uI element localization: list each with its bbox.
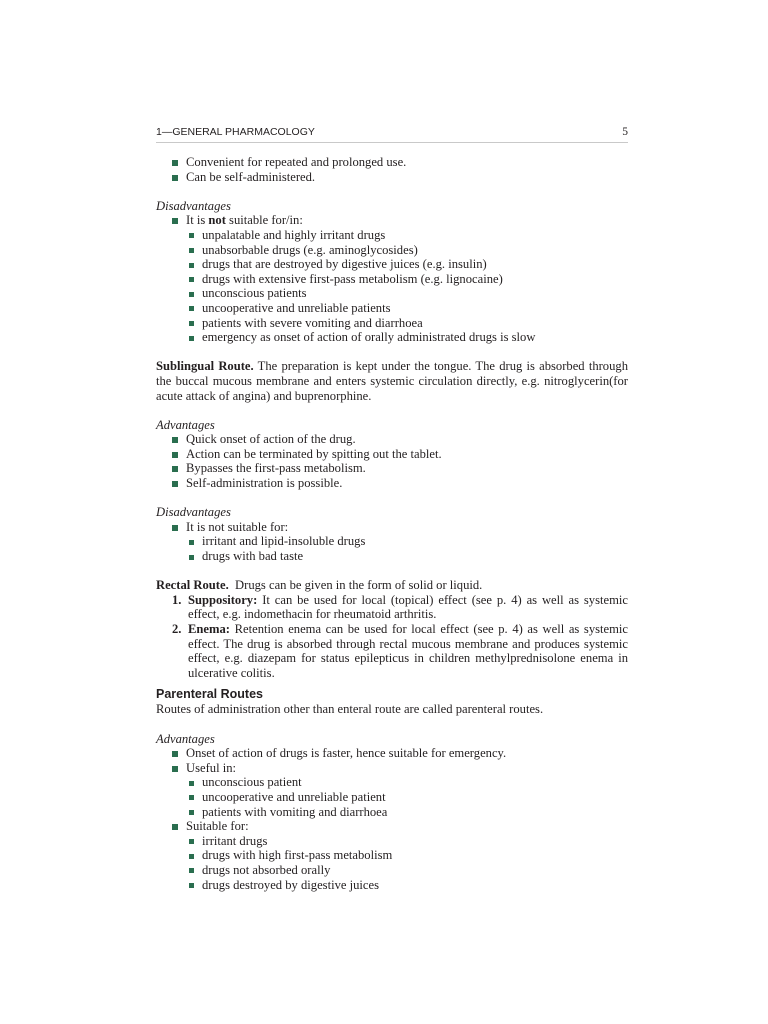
- suitable-for-sublist: [186, 834, 628, 892]
- page-number: 5: [622, 126, 628, 138]
- sublingual-advantages-label: Advantages: [156, 417, 215, 432]
- sublingual-title: Sublingual Route.: [156, 359, 254, 374]
- parenteral-advantages-list: [156, 746, 628, 892]
- sublingual-paragraph: [156, 359, 628, 403]
- list-item: Useful in: unconscious patient uncooperative and unreliable patient patients with vomiting and diarrhoea: [156, 761, 628, 819]
- parenteral-advantages-label: Advantages: [156, 731, 215, 746]
- list-item: 2. Enema: Retention enema can be used for local effect (see p. 4) as well as systemic effect. The drug is absorbed through rectal mucous membrane and produces systemic effect, e.g. diazepam for status epilepticus in children methylprednisolone enema in ulcerative colitis.: [172, 622, 629, 680]
- sublingual-disadvantages-list: [156, 520, 628, 564]
- list-item: drugs not absorbed orally: [186, 863, 628, 878]
- list-item: Action can be terminated by spitting out the tablet.: [156, 447, 628, 462]
- list-item: It is not suitable for/in: unpalatable and highly irritant drugs unabsorbable drugs (e.g. aminoglycosides) drugs that are destroyed by digestive juices (e.g. insulin) drugs with extensive first-pass metabolism (e.g. lignocaine) unconscious patients uncooperative and unreliable patients patients with severe vomiting and diarrhoea emergency as onset of action of orally administrated drugs is slow: [156, 213, 628, 344]
- list-item: unpalatable and highly irritant drugs: [186, 228, 628, 243]
- list-item: Suitable for: irritant drugs drugs with high first-pass metabolism drugs not absorbed orally drugs destroyed by digestive juices: [156, 819, 628, 892]
- rectal-paragraph: [156, 578, 628, 593]
- list-item: unconscious patient: [186, 775, 628, 790]
- list-item: Onset of action of drugs is faster, hence suitable for emergency.: [156, 746, 628, 761]
- list-item: Can be self-administered.: [156, 170, 628, 185]
- list-item: Quick onset of action of the drug.: [156, 432, 628, 447]
- rectal-text: Drugs can be given in the form of solid or liquid.: [235, 578, 483, 593]
- parenteral-text: Routes of administration other than enteral route are called parenteral routes.: [156, 702, 544, 717]
- list-item: uncooperative and unreliable patients: [186, 301, 628, 316]
- list-item: unabsorbable drugs (e.g. aminoglycosides): [186, 243, 628, 258]
- useful-in-sublist: [186, 775, 628, 819]
- page-content: [156, 126, 628, 892]
- chapter-title: 1—GENERAL PHARMACOLOGY: [156, 126, 315, 138]
- list-item: irritant and lipid-insoluble drugs: [186, 534, 628, 549]
- list-item: drugs that are destroyed by digestive juices (e.g. insulin): [186, 257, 628, 272]
- rectal-title: Rectal Route.: [156, 578, 229, 593]
- list-item: emergency as onset of action of orally administrated drugs is slow: [186, 330, 628, 345]
- list-item: drugs with extensive first-pass metabolism (e.g. lignocaine): [186, 272, 628, 287]
- sublingual-disadvantages-sublist: [186, 534, 628, 563]
- rectal-list: [156, 593, 628, 681]
- sublingual-disadvantages-label: Disadvantages: [156, 505, 231, 520]
- list-item: It is not suitable for: irritant and lipid-insoluble drugs drugs with bad taste: [156, 520, 628, 564]
- list-item: unconscious patients: [186, 286, 628, 301]
- running-header: [156, 126, 628, 143]
- list-item: drugs destroyed by digestive juices: [186, 878, 628, 893]
- oral-advantages-tail-list: [156, 155, 628, 184]
- sublingual-advantages-list: [156, 432, 628, 490]
- list-item: drugs with bad taste: [186, 549, 628, 564]
- list-item: Convenient for repeated and prolonged use.: [156, 155, 628, 170]
- list-item: drugs with high first-pass metabolism: [186, 848, 628, 863]
- parenteral-heading: Parenteral Routes: [156, 687, 263, 702]
- oral-disadvantages-list: [156, 213, 628, 344]
- sublingual-text: The preparation is kept under the tongue. The drug is absorbed through the buccal mucous membrane and enters systemic circulation directly, e.g. nitroglycerin(for acute attack of angina) and buprenorphine.: [156, 359, 628, 403]
- list-item: patients with severe vomiting and diarrhoea: [186, 316, 628, 331]
- list-item: Self-administration is possible.: [156, 476, 628, 491]
- list-item: Bypasses the first-pass metabolism.: [156, 461, 628, 476]
- list-item: 1. Suppository: It can be used for local (topical) effect (see p. 4) as well as systemic effect, e.g. indomethacin for rheumatoid arthritis.: [172, 592, 628, 622]
- list-item: uncooperative and unreliable patient: [186, 790, 628, 805]
- list-item: irritant drugs: [186, 834, 628, 849]
- list-item: patients with vomiting and diarrhoea: [186, 805, 628, 820]
- oral-disadvantages-label: Disadvantages: [156, 198, 231, 213]
- oral-disadvantages-sublist: [186, 228, 628, 345]
